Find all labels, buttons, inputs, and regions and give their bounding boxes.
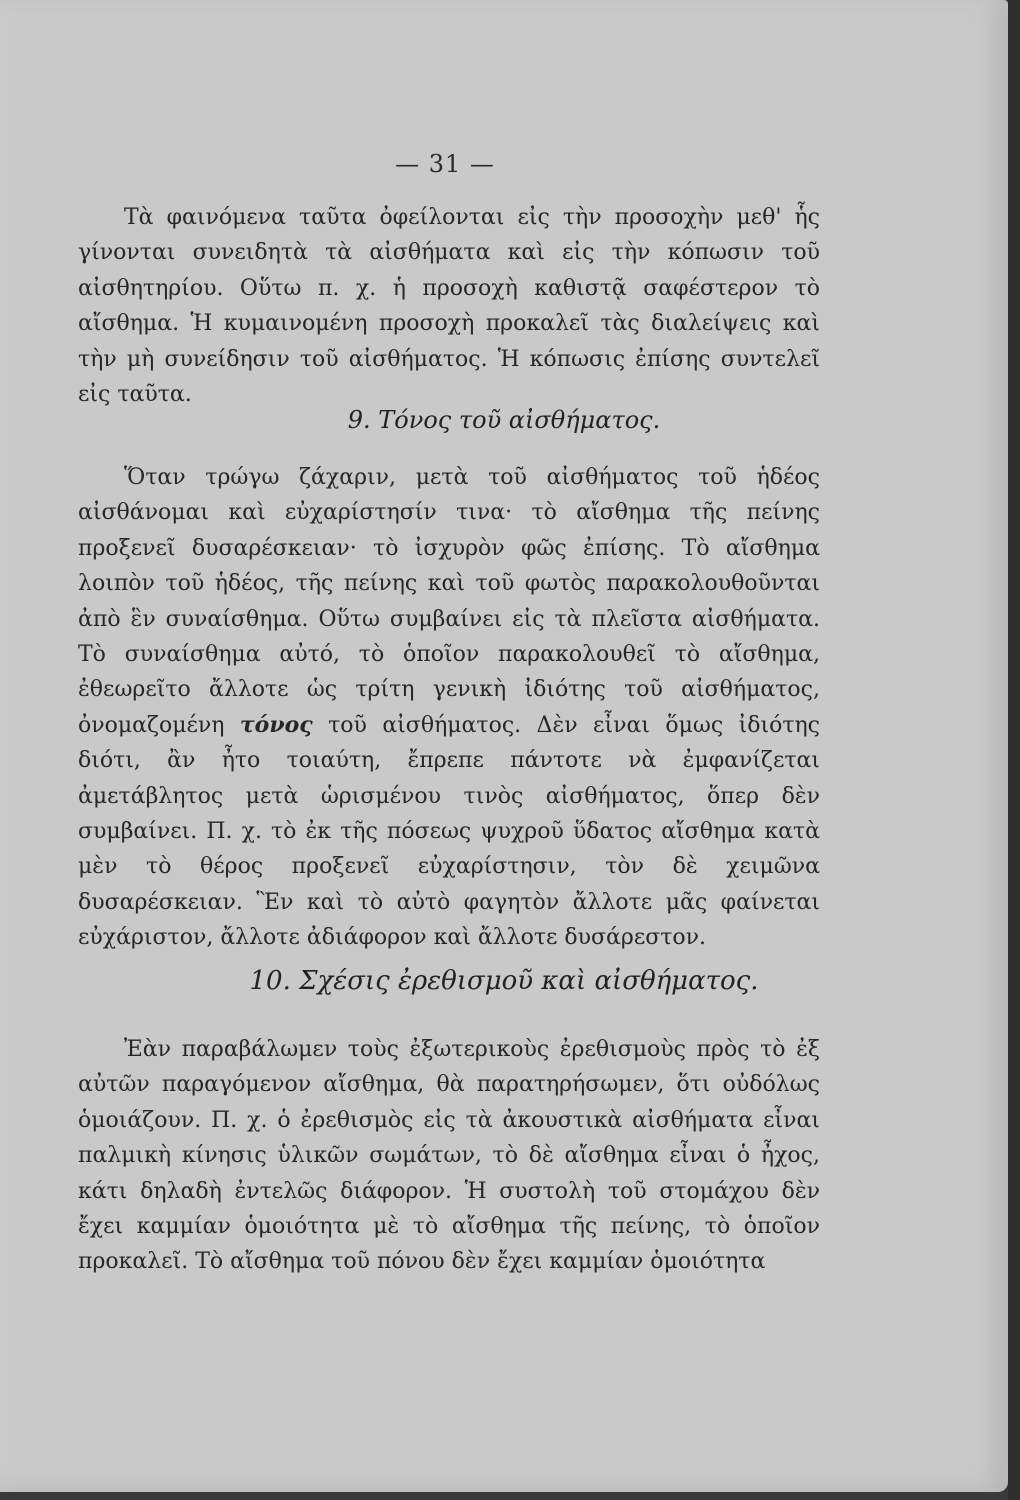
section-9-text-before: Ὅταν τρώγω ζάχαριν, μετὰ τοῦ αἰσθήματος τοῦ ἡδέος αἰσθάνομαι καὶ εὐχαρίστησίν τινα· τὸ αἴσθημα τῆς πείνης προξενεῖ δυσαρέσκειαν· τὸ ἰσχυρὸν φῶς ἐπίσης. Τὸ αἴσθημα λοιπὸν τοῦ ἡδέος, τῆς πείνης καὶ τοῦ φωτὸς παρακολουθοῦνται ἀπὸ ἓν συναίσθημα. Οὕτω συμβαίνει εἰς τὰ πλεῖστα αἰσθήματα. Τὸ συναίσθημα αὐτό, τὸ ὁποῖον παρακολουθεῖ τὸ αἴσθημα, ἐθεωρεῖτο ἄλλοτε ὡς τρίτη γενικὴ ἰδιότης τοῦ αἰσθήματος, ὀνομαζομένη	[78, 465, 820, 738]
section-9-emphasis: τόνος	[239, 711, 313, 738]
paragraph-intro	[78, 200, 820, 412]
section-9-heading: 9. Τόνος τοῦ αἰσθήματος.	[347, 406, 661, 434]
section-10-heading: 10. Σχέσις ἐρεθισμοῦ καὶ αἰσθήματος.	[249, 966, 759, 996]
section-10-paragraph: Ἐὰν παραβάλωμεν τοὺς ἐξωτερικοὺς ἐρεθισμοὺς πρὸς τὸ ἐξ αὐτῶν παραγόμενον αἴσθημα, θὰ παρατηρήσωμεν, ὅτι οὐδόλως ὁμοιάζουν. Π. χ. ὁ ἐρεθισμὸς εἰς τὰ ἀκουστικὰ αἰσθήματα εἶναι παλμικὴ κίνησις ὑλικῶν σωμάτων, τὸ δὲ αἴσθημα εἶναι ὁ ἦχος, κάτι δηλαδὴ ἐντελῶς διάφορον. Ἡ συστολὴ τοῦ στομάχου δὲν ἔχει καμμίαν ὁμοιότητα μὲ τὸ αἴσθημα τῆς πείνης, τὸ ὁποῖον προκαλεῖ. Τὸ αἴσθημα τοῦ πόνου δὲν ἔχει καμμίαν ὁμοιότητα	[78, 1037, 820, 1275]
section-10-body	[78, 1032, 820, 1280]
page-edge-shadow	[1008, 0, 1020, 1500]
section-9-body	[78, 460, 820, 956]
paragraph-1-text: Τὰ φαινόμενα ταῦτα ὀφείλονται εἰς τὴν προσοχὴν μεθ' ἧς γίνονται συνειδητὰ τὰ αἰσθήματα καὶ εἰς τὴν κόπωσιν τοῦ αἰσθητηρίου. Οὕτω π. χ. ἡ προσοχὴ καθιστᾷ σαφέστερον τὸ αἴσθημα. Ἡ κυμαινομένη προσοχὴ προκαλεῖ τὰς διαλείψεις καὶ τὴν μὴ συνείδησιν τοῦ αἰσθήματος. Ἡ κόπωσις ἐπίσης συντελεῖ εἰς ταῦτα.	[78, 205, 820, 408]
page-number: — 31 —	[395, 150, 495, 178]
section-9-paragraph	[78, 460, 820, 956]
section-9-text-after: τοῦ αἰσθήματος. Δὲν εἶναι ὅμως ἰδιότης διότι, ἂν ἦτο τοιαύτη, ἔπρεπε πάντοτε νὰ ἐμφανίζεται ἀμετάβλητος μετὰ ὡρισμένου τινὸς αἰσθήματος, ὅπερ δὲν συμβαίνει. Π. χ. τὸ ἐκ τῆς πόσεως ψυχροῦ ὕδατος αἴσθημα κατὰ μὲν τὸ θέρος προξενεῖ εὐχαρίστησιν, τὸν δὲ χειμῶνα δυσαρέσκειαν. Ἓν καὶ τὸ αὐτὸ φαγητὸν ἄλλοτε μᾶς φαίνεται εὐχάριστον, ἄλλοτε ἀδιάφορον καὶ ἄλλοτε δυσάρεστον.	[78, 712, 820, 951]
